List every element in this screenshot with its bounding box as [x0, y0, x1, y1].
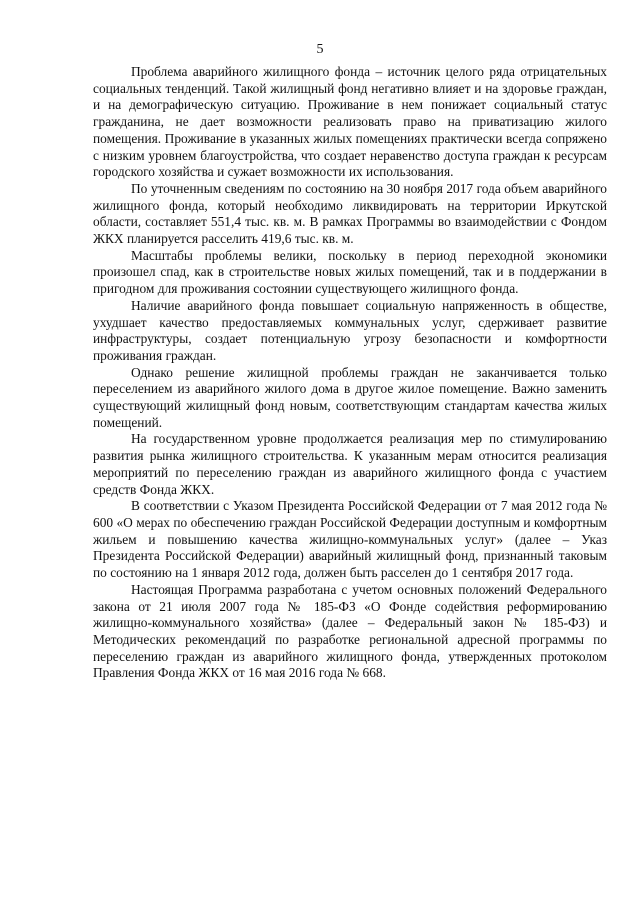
paragraph-housing-replacement: Однако решение жилищной проблемы граждан не заканчивается только переселением из аварийного жилого дома в другое жилое помещение. Важно заменить существующий жилищный фонд новым, соответствующим стандартам качества жилых помещений.: [93, 364, 607, 430]
paragraph-state-measures: На государственном уровне продолжается реализация мер по стимулированию развития рынка жилищного строительства. К указанным мерам относится реализация мероприятий по переселению граждан из аварийного жилищного фонда с участием средств Фонда ЖКХ.: [93, 431, 607, 497]
page-number: 5: [316, 42, 324, 57]
paragraph-problem-scale: Масштабы проблемы велики, поскольку в период переходной экономики произошел спад, как в строительстве новых жилых помещений, так и в поддержании в пригодном для проживания состоянии существующего жилищного фонда.: [93, 247, 607, 297]
paragraph-emergency-housing-problem: Проблема аварийного жилищного фонда – источник целого ряда отрицательных социальных тенденций. Такой жилищный фонд негативно влияет и на здоровье граждан, и на демографическую ситуацию. Проживание в нем понижает социальный статус гражданина, не дает возможности реализовать право на приватизацию жилого помещения. Проживание в указанных жилых помещениях практически всегда сопряжено с низким уровнем благоустройства, что создает неравенство доступа граждан к ресурсам городского хозяйства и сужает возможности их использования.: [93, 64, 607, 180]
paragraph-social-tension: Наличие аварийного фонда повышает социальную напряженность в обществе, ухудшает качество предоставляемых коммунальных услуг, сдерживает развитие инфраструктуры, создает потенциальную угрозу безопасности и комфортности проживания граждан.: [93, 297, 607, 363]
paragraph-presidential-decree: В соответствии с Указом Президента Российской Федерации от 7 мая 2012 года № 600 «О мерах по обеспечению граждан Российской Федерации доступным и комфортным жильем и повышению качества жилищно-коммунальных услуг» (далее – Указ Президента Российской Федерации) аварийный жилищный фонд, признанный таковым по состоянию на 1 января 2012 года, должен быть расселен до 1 сентября 2017 года.: [93, 498, 607, 581]
paragraph-emergency-housing-volume: По уточненным сведениям по состоянию на 30 ноября 2017 года объем аварийного жилищного фонда, который необходимо ликвидировать на территории Иркутской области, составляет 551,4 тыс. кв. м. В рамках Программы во взаимодействии с Фондом ЖКХ планируется расселить 419,6 тыс. кв. м.: [93, 180, 607, 247]
paragraph-program-basis: Настоящая Программа разработана с учетом основных положений Федерального закона от 21 июля 2007 года № 185-ФЗ «О Фонде содействия реформированию жилищно-коммунального хозяйства» (далее – Федеральный закон № 185-ФЗ) и Методических рекомендаций по разработке региональной адресной программы по переселению граждан из аварийного жилищного фонда, утвержденных протоколом Правления Фонда ЖКХ от 16 мая 2016 года № 668.: [93, 581, 607, 681]
document-body: [93, 64, 607, 682]
